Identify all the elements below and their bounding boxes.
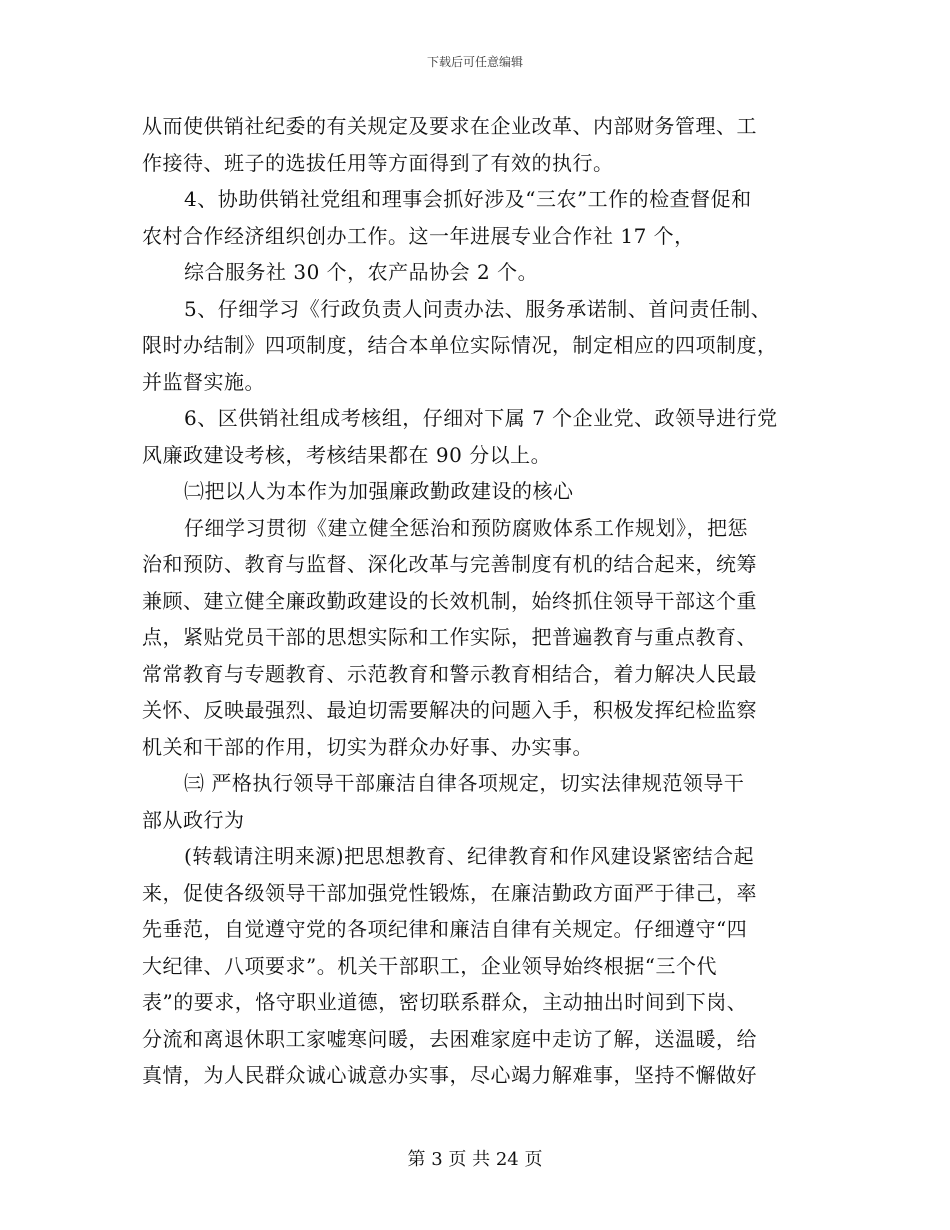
text-line: 6、区供销社组成考核组，仔细对下属 7 个企业党、政领导进行党 [184,406,778,430]
text-line: 来，促使各级领导干部加强党性锻炼，在廉洁勤政方面严于律己，率 [142,880,757,905]
text-line: 兼顾、建立健全廉政勤政建设的长效机制，始终抓住领导干部这个重 [142,588,757,613]
text-line: 风廉政建设考核，考核结果都在 90 分以上。 [142,442,552,467]
text-line: 常常教育与专题教育、示范教育和警示教育相结合，着力解决人民最 [142,661,757,686]
text-line: 4、协助供销社党组和理事会抓好涉及“三农”工作的检查督促和 [184,187,752,211]
text-line: 5、仔细学习《行政负责人问责办法、服务承诺制、首问责任制、 [184,296,772,321]
text-line: 仔细学习贯彻《建立健全惩治和预防腐败体系工作规划》，把惩 [184,515,748,540]
text-line: 关怀、反映最强烈、最迫切需要解决的问题入手，积极发挥纪检监察 [142,698,757,722]
text-line: 点，紧贴党员干部的思想实际和工作实际，把普遍教育与重点教育、 [142,625,757,649]
page-header-note: 下载后可任意编辑 [426,55,523,69]
text-line: 治和预防、教育与监督、深化改革与完善制度有机的结合起来，统筹 [142,552,757,576]
text-line: 机关和干部的作用，切实为群众办好事、办实事。 [142,734,593,759]
text-line: 表”的要求，恪守职业道德，密切联系群众，主动抽出时间到下岗、 [142,990,748,1014]
text-line: 分流和离退休职工家嘘寒问暖，去困难家庭中走访了解，送温暖，给 [142,1026,757,1051]
text-line: ㈢ 严格执行领导干部廉洁自律各项规定，切实法律规范领导干 [184,771,745,795]
text-line: 农村合作经济组织创办工作。这一年进展专业合作社 17 个， [142,223,695,248]
text-line: 并监督实施。 [142,369,265,394]
text-line: 限时办结制》四项制度，结合本单位实际情况，制定相应的四项制度， [142,333,778,357]
text-line: 部从政行为 [142,807,245,832]
document-body [142,108,808,1094]
text-line: 大纪律、八项要求”。机关干部职工，企业领导始终根据“三个代 [142,953,717,978]
text-line: 从而使供销社纪委的有关规定及要求在企业改革、内部财务管理、工 [142,114,757,138]
text-line: (转载请注明来源)把思想教育、纪律教育和作风建设紧密结合起 [184,844,755,868]
text-line: 综合服务社 30 个，农产品协会 2 个。 [184,260,539,284]
page-number-footer: 第 3 页 共 24 页 [407,1149,543,1170]
text-line: 真情，为人民群众诚心诚意办实事，尽心竭力解难事，坚持不懈做好 [142,1063,757,1087]
text-line: ㈡把以人为本作为加强廉政勤政建设的核心 [184,479,574,503]
text-line: 作接待、班子的选拔任用等方面得到了有效的执行。 [142,150,614,175]
text-line: 先垂范，自觉遵守党的各项纪律和廉洁自律有关规定。仔细遵守“四 [142,917,748,941]
